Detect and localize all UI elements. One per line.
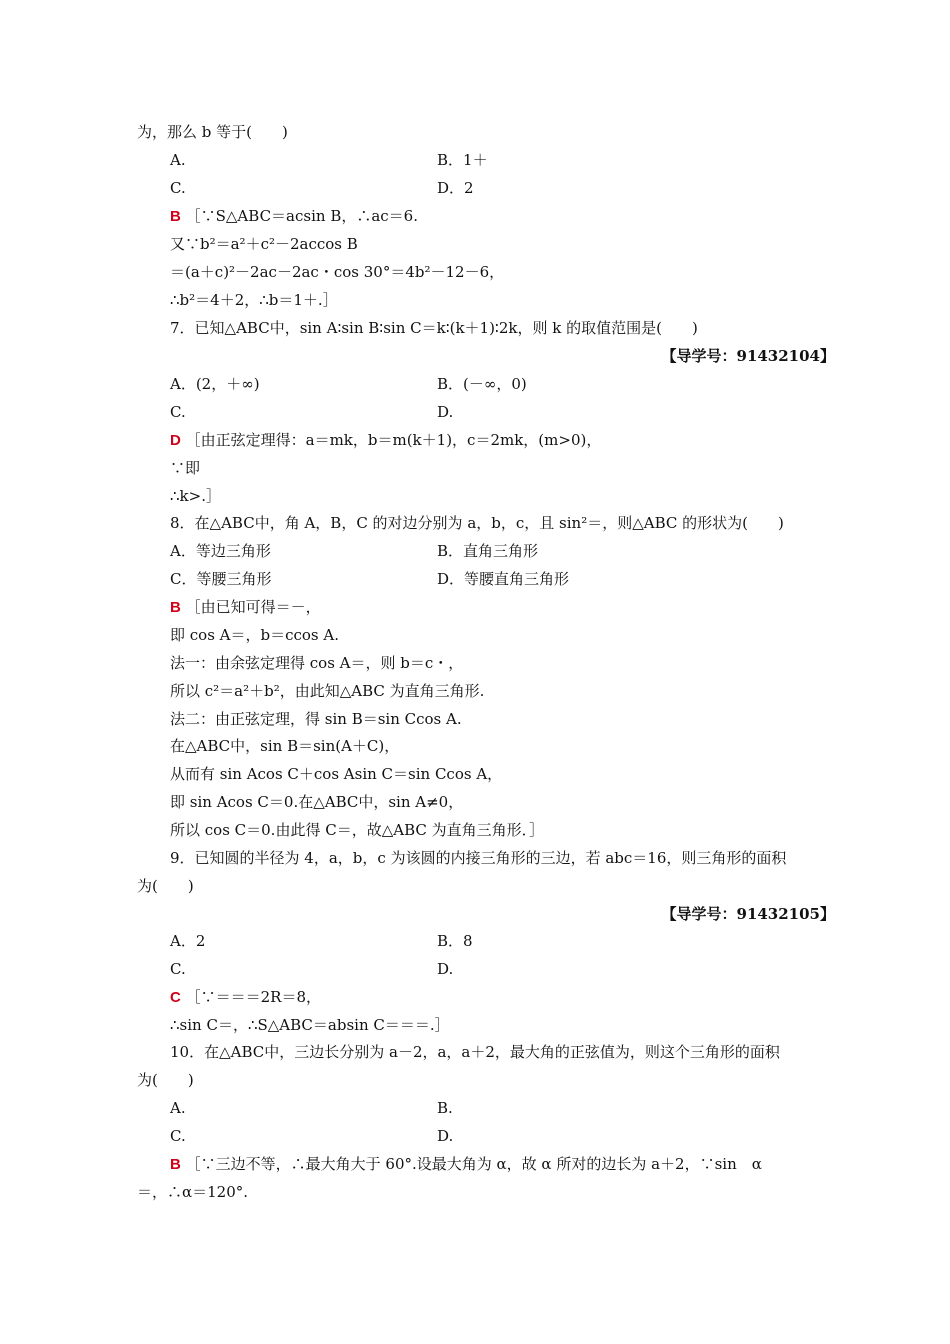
text-line: [170, 820, 544, 840]
line-text: 8．在△ABC中，角 A，B，C 的对边分别为 a，b，c，且 sin²＝，则△ABC 的形状为( ): [170, 514, 784, 532]
text-line: [137, 122, 288, 142]
guide-number: 【导学号：91432105】: [661, 905, 835, 923]
line-text: 法二：由正弦定理，得 sin B＝sin Ccos A.: [170, 710, 462, 728]
line-text: 又∵b²＝a²＋c²－2accos B: [170, 235, 358, 253]
line-text: C.: [170, 403, 186, 421]
line-text: 7．已知△ABC中，sin A∶sin B∶sin C＝k∶(k＋1)∶2k，则 k 的取值范围是( ): [170, 319, 698, 337]
line-text: B．8: [437, 932, 473, 950]
line-text: 即 sin Acos C＝0.在△ABC中，sin A≠0，: [170, 793, 464, 811]
line-text: ＝，∴α＝120°.: [137, 1183, 249, 1201]
answer-letter: C: [170, 989, 181, 1006]
line-text: B．(－∞，0): [437, 375, 527, 393]
line-text: D.: [437, 960, 454, 978]
line-text: C.: [170, 960, 186, 978]
line-text: ［由已知可得＝－，: [185, 598, 321, 616]
text-line: [170, 792, 463, 812]
text-line: [437, 178, 474, 198]
line-text: A.: [170, 1099, 186, 1117]
answer-letter: B: [170, 1156, 181, 1173]
text-line: [137, 876, 194, 896]
text-line: [170, 486, 221, 506]
line-text: 即 cos A＝，b＝ccos A.: [170, 626, 339, 644]
answer-line: [170, 430, 601, 451]
text-line: [170, 1126, 186, 1146]
text-line: [437, 1126, 453, 1146]
text-line: [170, 541, 271, 561]
text-line: [170, 848, 786, 868]
text-line: [437, 541, 538, 561]
line-text: D.: [437, 1127, 454, 1145]
text-line: [170, 569, 271, 589]
text-line: [437, 959, 453, 979]
answer-letter: D: [170, 432, 181, 449]
text-line: [170, 1098, 186, 1118]
text-line: [170, 1015, 450, 1035]
line-text: D．2: [437, 179, 474, 197]
text-line: [437, 569, 569, 589]
text-line: [170, 1042, 780, 1062]
text-line: [170, 318, 698, 338]
line-text: A.: [170, 151, 186, 169]
text-line: [170, 150, 186, 170]
text-line: [170, 458, 200, 478]
text-line: [170, 959, 186, 979]
text-line: [437, 402, 453, 422]
line-text: C.: [170, 179, 186, 197]
answer-line: [170, 597, 321, 618]
line-text: ∴b²＝4＋2，∴b＝1＋.］: [170, 291, 338, 309]
text-line: [170, 681, 484, 701]
line-text: ∴k>.］: [170, 487, 221, 505]
answer-letter: B: [170, 208, 181, 225]
line-text: C．等腰三角形: [170, 570, 272, 588]
answer-line: [170, 987, 321, 1008]
line-text: ＝(a＋c)²－2ac－2ac・cos 30°＝4b²－12－6，: [170, 263, 505, 281]
line-text: ∵即: [170, 459, 201, 477]
line-text: D．等腰直角三角形: [437, 570, 570, 588]
line-text: 所以 c²＝a²＋b²，由此知△ABC 为直角三角形.: [170, 682, 485, 700]
text-line: [170, 736, 399, 756]
line-text: A．等边三角形: [170, 542, 271, 560]
line-text: 从而有 sin Acos C＋cos Asin C＝sin Ccos A，: [170, 765, 503, 783]
text-line: [170, 653, 463, 673]
line-text: C.: [170, 1127, 186, 1145]
text-line: [170, 262, 504, 282]
text-line: [170, 513, 784, 533]
text-line: [170, 374, 260, 394]
text-line: [437, 374, 527, 394]
text-line: [170, 402, 186, 422]
text-line: [170, 234, 358, 254]
line-text: 为( ): [137, 1071, 194, 1089]
text-line: [170, 709, 462, 729]
line-text: 法一：由余弦定理得 cos A＝，则 b＝c・，: [170, 654, 464, 672]
line-text: B．直角三角形: [437, 542, 539, 560]
text-line: [437, 931, 473, 951]
text-line: [170, 178, 186, 198]
text-line: [170, 931, 205, 951]
line-text: B.: [437, 1099, 453, 1117]
text-line: [170, 764, 502, 784]
line-text: 在△ABC中，sin B＝sin(A＋C)，: [170, 737, 400, 755]
line-text: ［∵三边不等，∴最大角大于 60°.设最大角为 α，故 α 所对的边长为 a＋2，∵sin α: [185, 1155, 762, 1173]
line-text: ［由正弦定理得：a＝mk，b＝m(k＋1)，c＝2mk，(m>0)，: [185, 431, 602, 449]
line-text: B．1＋: [437, 151, 488, 169]
answer-line: [170, 206, 418, 227]
text-line: [437, 1098, 453, 1118]
line-text: ∴sin C＝，∴S△ABC＝absin C＝＝＝.］: [170, 1016, 450, 1034]
answer-line: [170, 1154, 762, 1175]
line-text: D.: [437, 403, 454, 421]
line-text: A．2: [170, 932, 206, 950]
line-text: 为，那么 b 等于( ): [137, 123, 288, 141]
line-text: 9．已知圆的半径为 4，a，b，c 为该圆的内接三角形的三边，若 abc＝16，则三角形的面积: [170, 849, 787, 867]
text-line: [137, 1070, 194, 1090]
line-text: 所以 cos C＝0.由此得 C＝，故△ABC 为直角三角形．］: [170, 821, 545, 839]
text-line: [437, 150, 488, 170]
text-line: [170, 290, 338, 310]
line-text: ［∵＝＝＝2R＝8，: [185, 988, 322, 1006]
guide-number: 【导学号：91432104】: [661, 347, 835, 365]
text-line: [137, 1182, 248, 1202]
line-text: 为( ): [137, 877, 194, 895]
text-line: [170, 625, 339, 645]
line-text: ［∵S△ABC＝acsin B，∴ac＝6.: [185, 207, 418, 225]
line-text: A．(2，＋∞): [170, 375, 260, 393]
line-text: 10．在△ABC中，三边长分别为 a－2，a，a＋2，最大角的正弦值为，则这个三角形的面积: [170, 1043, 780, 1061]
answer-letter: B: [170, 599, 181, 616]
